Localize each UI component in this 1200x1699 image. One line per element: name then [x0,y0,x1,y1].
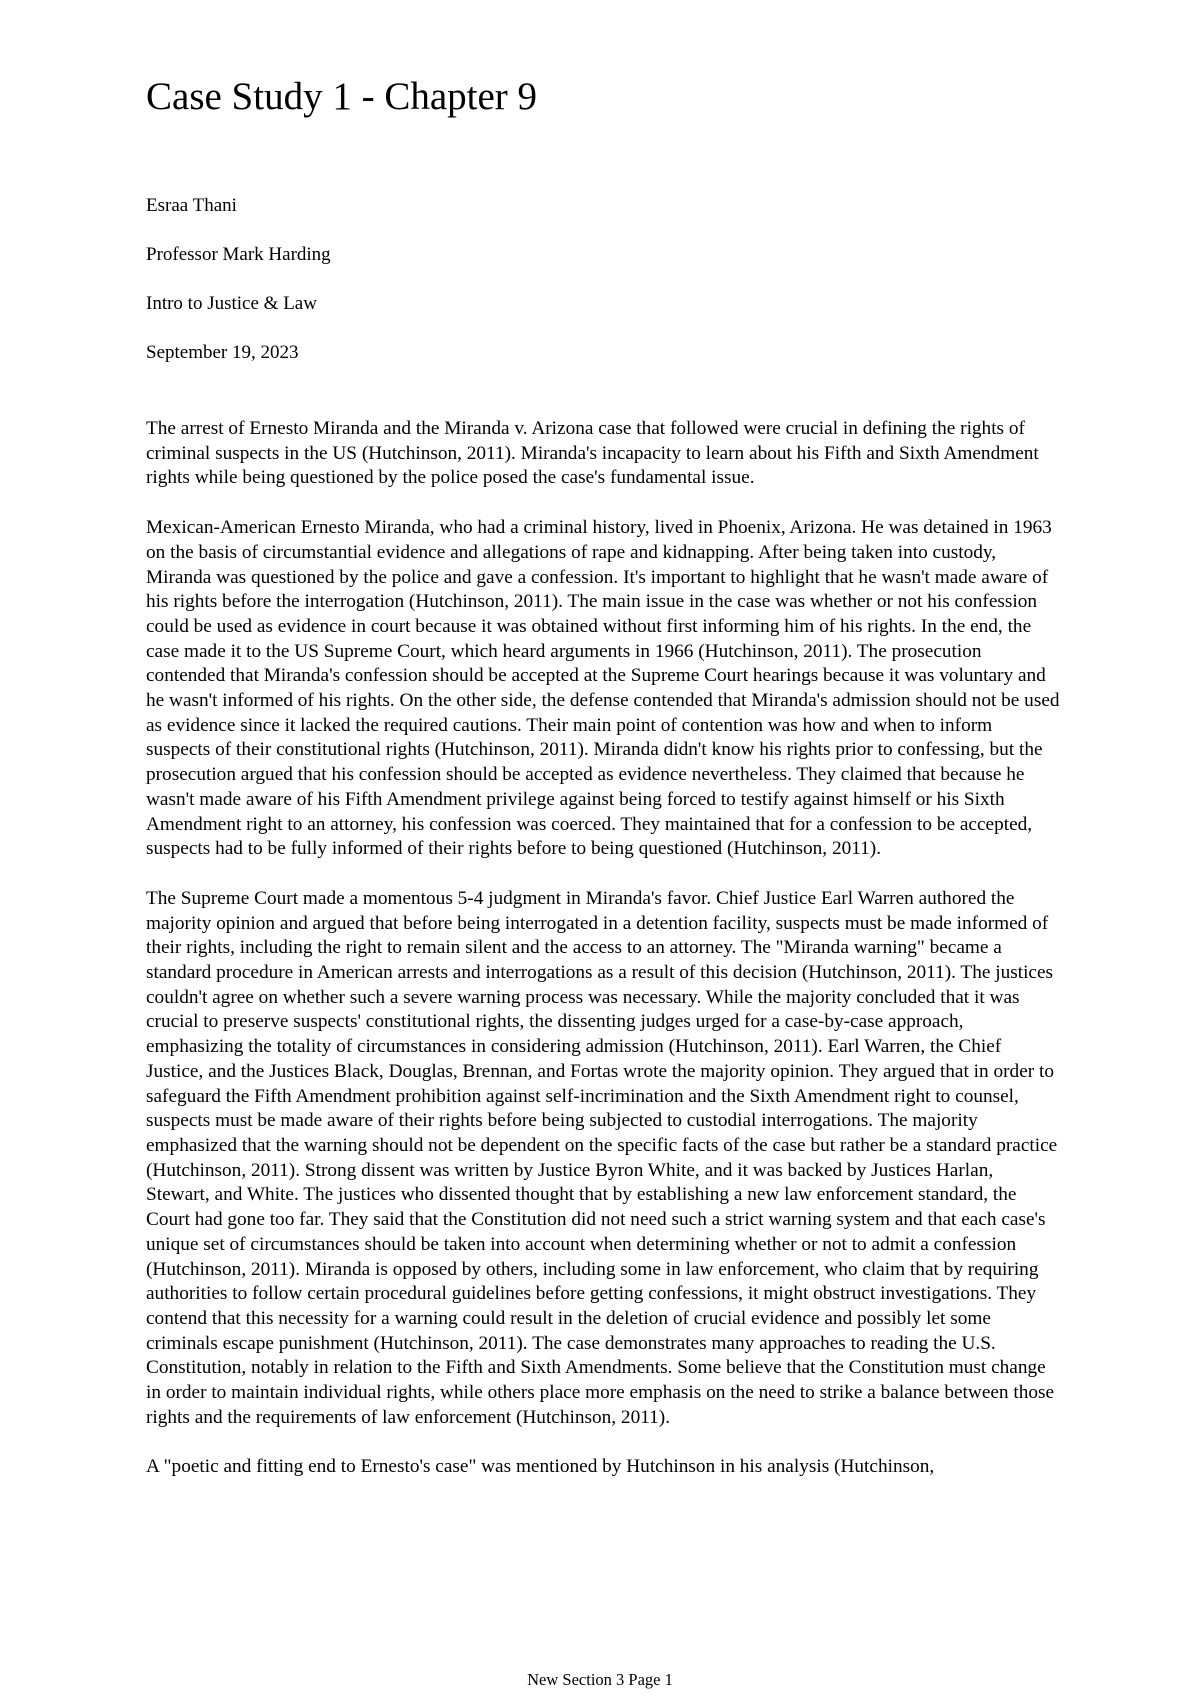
author-name: Esraa Thani [146,195,237,216]
paragraph-intro: The arrest of Ernesto Miranda and the Miranda v. Arizona case that followed were crucial in defining the rights of criminal suspects in the US (Hutchinson, 2011). Miranda's incapacity to learn about his Fifth and Sixth Amendment rights while being questioned by the police posed the case's fundamental issue. [146,418,1039,489]
page-footer: New Section 3 Page 1 [527,1670,673,1689]
document-title: Case Study 1 - Chapter 9 [146,75,538,118]
document-date: September 19, 2023 [146,342,299,363]
header-block [146,193,331,389]
paragraph-conclusion: A "poetic and fitting end to Ernesto's case" was mentioned by Hutchinson in his analysis (Hutchinson, [146,1456,935,1478]
paragraph-background: Mexican-American Ernesto Miranda, who had a criminal history, lived in Phoenix, Arizona. He was detained in 1963 on the basis of circumstantial evidence and allegations of rape and kidnapping. After being taken into custody, Miranda was questioned by the police and gave a confession. It's important to highlight that he wasn't made aware of his rights before the interrogation (Hutchinson, 2011). The main issue in the case was whether or not his confession could be used as evidence in court because it was obtained without first informing him of his rights. In the end, the case made it to the US Supreme Court, which heard arguments in 1966 (Hutchinson, 2011). The prosecution contended that Miranda's confession should be accepted at the Supreme Court hearings because it was voluntary and he wasn't informed of his rights. On the other side, the defense contended that Miranda's admission should not be used as evidence since it lacked the required cautions. Their main point of contention was how and when to inform suspects of their constitutional rights (Hutchinson, 2011). Miranda didn't know his rights prior to confessing, but the prosecution argued that his confession should be accepted as evidence nevertheless. They claimed that because he wasn't made aware of his Fifth Amendment privilege against being forced to testify against himself or his Sixth Amendment right to an attorney, his confession was coerced. They maintained that for a confession to be accepted, suspects had to be fully informed of their rights before to being questioned (Hutchinson, 2011). [146,517,1060,860]
body-text [146,417,1061,1505]
course-name: Intro to Justice & Law [146,293,317,314]
paragraph-decision: The Supreme Court made a momentous 5-4 judgment in Miranda's favor. Chief Justice Earl Warren authored the majority opinion and argued that before being interrogated in a detention facility, suspects must be made informed of their rights, including the right to remain silent and the access to an attorney. The "Miranda warning" became a standard procedure in American arrests and interrogations as a result of this decision (Hutchinson, 2011). The justices couldn't agree on whether such a severe warning process was necessary. While the majority concluded that it was crucial to preserve suspects' constitutional rights, the dissenting judges urged for a case-by-case approach, emphasizing the totality of circumstances in considering admission (Hutchinson, 2011). Earl Warren, the Chief Justice, and the Justices Black, Douglas, Brennan, and Fortas wrote the majority opinion. They argued that in order to safeguard the Fifth Amendment prohibition against self-incrimination and the Sixth Amendment right to counsel, suspects must be made aware of their rights before being subjected to custodial interrogations. The majority emphasized that the warning should not be dependent on the specific facts of the case but rather be a standard practice (Hutchinson, 2011). Strong dissent was written by Justice Byron White, and it was backed by Justices Harlan, Stewart, and White. The justices who dissented thought that by establishing a new law enforcement standard, the Court had gone too far. They said that the Constitution did not need such a strict warning system and that each case's unique set of circumstances should be taken into account when determining whether or not to admit a confession (Hutchinson, 2011). Miranda is opposed by others, including some in law enforcement, who claim that by requiring authorities to follow certain procedural guidelines before getting confessions, it might obstruct investigations. They contend that this necessity for a warning could result in the deletion of crucial evidence and possibly let some criminals escape punishment (Hutchinson, 2011). The case demonstrates many approaches to reading the U.S. Constitution, notably in relation to the Fifth and Sixth Amendments. Some believe that the Constitution must change in order to maintain individual rights, while others place more emphasis on the need to strike a balance between those rights and the requirements of law enforcement (Hutchinson, 2011). [146,887,1058,1428]
professor-name: Professor Mark Harding [146,244,331,265]
